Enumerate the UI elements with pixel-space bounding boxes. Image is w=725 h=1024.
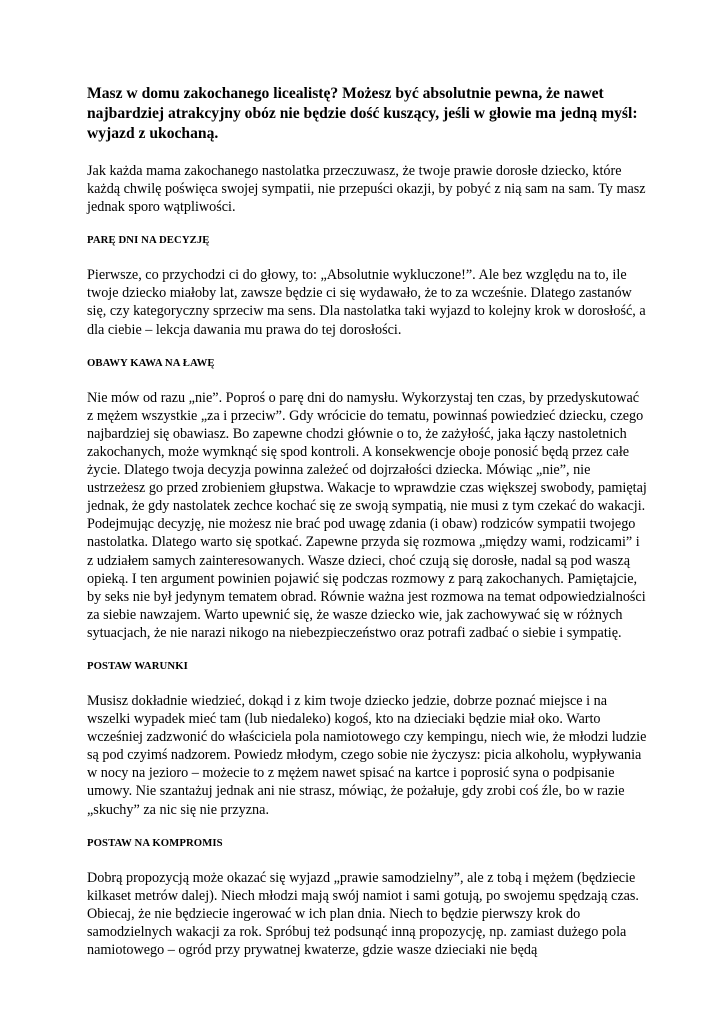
article-intro: Jak każda mama zakochanego nastolatka przeczuwasz, że twoje prawie dorosłe dziecko, które każdą chwilę poświęca swojej sympatii, nie przepuści okazji, by pobyć z nią sam na sam. Ty masz jednak sporo wątpliwości.: [87, 163, 646, 216]
section-heading: POSTAW NA KOMPROMIS: [87, 836, 223, 849]
section-concerns: [87, 357, 647, 642]
section-text: Musisz dokładnie wiedzieć, dokąd i z kim twoje dziecko jedzie, dobrze poznać miejsce i na wszelki wypadek mieć tam (lub niedaleko) kogoś, kto na dzieciaki będzie miał oko. Warto wcześniej zadzwonić do właściciela pola namiotowego czy kempingu, niech wie, że młodzi ludzie są pod czyimś nadzorem. Powiedz młodym, czego sobie nie życzysz: picia alkoholu, wypływania w nocy na jezioro – możecie to z mężem nawet spisać na kartce i poprosić syna o podpisanie umowy. Nie szantażuj jednak ani nie strasz, mówiąc, że pożałuje, gdy zrobi coś źle, bo w razie „skuchy” za nic się nie przyzna.: [87, 692, 647, 818]
section-heading: POSTAW WARUNKI: [87, 659, 188, 672]
document-page: [87, 84, 647, 959]
section-text: Nie mów od razu „nie”. Poproś o parę dni do namysłu. Wykorzystaj ten czas, by przedyskutować z mężem wszystkie „za i przeciw”. Gdy wrócicie do tematu, powinnaś powiedzieć dziecku, czego najbardziej się obawiasz. Bo zapewne chodzi głównie o to, że zażyłość, jaka łączy nastoletnich zakochanych, może wymknąć się spod kontroli. A konsekwencje oboje ponosić będą przez całe życie. Dlatego twoja decyzja powinna zależeć od dojrzałości dziecka. Mówiąc „nie”, nie ustrzeżesz go przed zrobieniem głupstwa. Wakacje to wprawdzie czas większej swobody, pamiętaj jednak, że gdy nastolatek zechce kochać się ze swoją sympatią, nie musi z tym czekać do wakacji. Podejmując decyzję, nie możesz nie brać pod uwagę zdania (i obaw) rodziców sympatii twojego nastolatka. Dlatego warto się spotkać. Zapewne przyda się rozmowa „między wami, rodzicami” i z udziałem samych zainteresowanych. Wasze dzieci, choć czują się dorosłe, nadal są pod waszą opieką. I ten argument powinien pojawić się podczas rozmowy z parą zakochanych. Pamiętajcie, by seks nie był jedynym tematem obrad. Równie ważna jest rozmowa na temat odpowiedzialności za siebie nawzajem. Warto upewnić się, że wasze dziecko wie, jak zachowywać się w różnych sytuacjach, że nie narazi nikogo na niebezpieczeństwo oraz potrafi zadbać o siebie i sympatię.: [87, 389, 647, 641]
section-decision: [87, 234, 647, 338]
section-compromise: [87, 837, 647, 959]
section-heading: PARĘ DNI NA DECYZJĘ: [87, 234, 210, 247]
section-conditions: [87, 660, 647, 819]
article-lead: Masz w domu zakochanego licealistę? Możesz być absolutnie pewna, że nawet najbardziej atrakcyjny obóz nie będzie dość kuszący, jeśli w głowie ma jedną myśl: wyjazd z ukochaną.: [87, 85, 638, 142]
section-heading: OBAWY KAWA NA ŁAWĘ: [87, 356, 215, 369]
section-text: Dobrą propozycją może okazać się wyjazd „prawie samodzielny”, ale z tobą i mężem (będziecie kilkaset metrów dalej). Niech młodzi mają swój namiot i sami gotują, po swojemu spędzają czas. Obiecaj, że nie będziecie ingerować w ich plan dnia. Niech to będzie pierwszy krok do samodzielnych wakacji za rok. Spróbuj też podsunąć inną propozycję, np. zamiast dużego pola namiotowego – ogród przy prywatnej kwaterze, gdzie wasze dzieciaki nie będą: [87, 869, 639, 958]
section-text: Pierwsze, co przychodzi ci do głowy, to: „Absolutnie wykluczone!”. Ale bez względu na to, ile twoje dziecko miałoby lat, zawsze będzie ci się wydawało, że to za wcześnie. Dlatego zastanów się, czy kategoryczny sprzeciw ma sens. Dla nastolatka taki wyjazd to kolejny krok w dorosłość, a dla ciebie – lekcja dawania mu prawa do tej dorosłości.: [87, 267, 646, 338]
